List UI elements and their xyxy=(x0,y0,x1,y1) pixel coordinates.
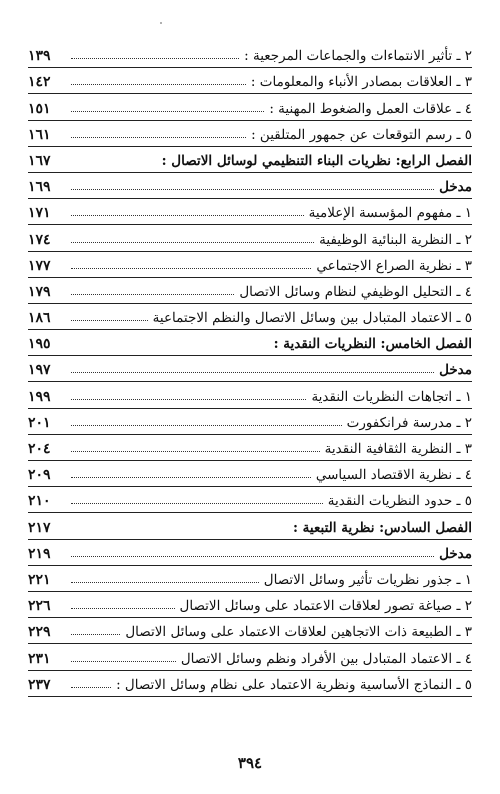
toc-entry-page: ٢٣٧ xyxy=(28,676,51,693)
dot-leader xyxy=(71,189,434,190)
dot-leader xyxy=(71,556,434,557)
dot-leader xyxy=(71,608,175,609)
toc-entry-page: ٢٢٦ xyxy=(28,598,51,615)
toc-entry-title: مدخل xyxy=(439,362,472,379)
toc-entry-title: ٢ ـ النظرية البنائية الوظيفية xyxy=(319,231,472,248)
dot-leader xyxy=(71,634,120,635)
dot-leader xyxy=(71,687,111,688)
toc-entry xyxy=(28,566,472,592)
toc-section-heading xyxy=(28,540,472,566)
toc-entry-title: ٤ ـ نظرية الاقتصاد السياسي xyxy=(315,467,472,484)
toc-entry-page: ١٥١ xyxy=(28,100,51,117)
toc-entry-title: ٥ ـ حدود النظريات النقدية xyxy=(327,493,472,510)
toc-entry-title: الفصل السادس: نظرية التبعية : xyxy=(292,519,472,536)
toc-entry-page: ٢١٩ xyxy=(28,545,51,562)
toc-entry-page: ١٦١ xyxy=(28,126,51,143)
toc-entry-title: ٢ ـ مدرسة فرانكفورت xyxy=(346,414,472,431)
toc-entry xyxy=(28,252,472,278)
dot-leader xyxy=(71,503,323,504)
dot-leader xyxy=(71,58,239,59)
dot-leader xyxy=(71,477,311,478)
toc-entry-title: ١ ـ جذور نظريات تأثير وسائل الاتصال xyxy=(263,571,472,588)
toc-entry-title: ١ ـ اتجاهات النظريات النقدية xyxy=(311,388,472,405)
dot-leader xyxy=(71,215,304,216)
toc-entry-title: ٣ ـ النظرية الثقافية النقدية xyxy=(324,441,472,457)
toc-entry-page: ٢٠١ xyxy=(28,414,51,431)
toc-entry xyxy=(28,644,472,670)
toc-entry xyxy=(28,382,472,408)
toc-entry xyxy=(28,435,472,461)
toc-entry-title: ٢ ـ صياغة تصور لعلاقات الاعتماد على وسائل الاتصال xyxy=(179,598,472,615)
toc-entry xyxy=(28,42,472,68)
toc-entry-page: ١٧١ xyxy=(28,205,51,222)
toc-entry-title: الفصل الخامس: النظريات النقدية : xyxy=(273,336,472,353)
toc-entry-page: ١٨٦ xyxy=(28,310,51,327)
toc-entry-page: ١٤٢ xyxy=(28,74,51,91)
toc-entry xyxy=(28,121,472,147)
toc-entry-title: ٥ ـ الاعتماد المتبادل بين وسائل الاتصال والنظم الاجتماعية xyxy=(152,310,472,327)
toc-entry-title: ٣ ـ نظرية الصراع الاجتماعي xyxy=(316,257,472,274)
toc-entry-title: ٥ ـ النماذج الأساسية ونظرية الاعتماد على نظام وسائل الاتصال : xyxy=(116,676,472,693)
dot-leader xyxy=(71,399,306,400)
toc-entry-page: ١٦٩ xyxy=(28,179,51,196)
toc-entry-title: الفصل الرابع: نظريات البناء التنظيمي لوسائل الاتصال : xyxy=(161,152,472,169)
toc-entry-page: ١٧٤ xyxy=(28,231,51,248)
toc-entry xyxy=(28,618,472,644)
toc-entry-page: ١٩٧ xyxy=(28,362,51,379)
toc-entry xyxy=(28,671,472,697)
toc-chapter-heading xyxy=(28,330,472,356)
toc-entry xyxy=(28,487,472,513)
toc-entry-title: ٢ ـ تأثير الانتماءات والجماعات المرجعية : xyxy=(244,48,472,65)
toc-entry xyxy=(28,225,472,251)
toc-entry xyxy=(28,199,472,225)
toc-entry-title: ٥ ـ رسم التوقعات عن جمهور المتلقين : xyxy=(251,126,472,143)
dot-leader xyxy=(71,451,320,452)
toc-section-heading xyxy=(28,173,472,199)
toc-entry-page: ٢٠٤ xyxy=(28,441,51,457)
page-number: ٣٩٤ xyxy=(237,754,263,772)
toc-entry-page: ٢٣١ xyxy=(28,650,51,667)
dot-leader xyxy=(71,372,434,373)
toc-entry-title: ١ ـ مفهوم المؤسسة الإعلامية xyxy=(308,205,472,222)
toc-entry-title: ٣ ـ الطبيعة ذات الاتجاهين لعلاقات الاعتماد على وسائل الاتصال xyxy=(125,624,472,641)
toc-entry-page: ١٩٩ xyxy=(28,388,51,405)
dot-leader xyxy=(71,242,314,243)
toc-entry-page: ٢١٠ xyxy=(28,493,51,510)
toc-entry-title: ٤ ـ التحليل الوظيفي لنظام وسائل الاتصال xyxy=(239,283,472,300)
toc-entry-title: ٤ ـ علاقات العمل والضغوط المهنية : xyxy=(269,100,472,117)
dot-leader xyxy=(71,661,176,662)
dot-leader xyxy=(71,268,311,269)
toc-entry xyxy=(28,94,472,120)
toc-entry-page: ١٦٧ xyxy=(28,152,51,169)
toc-entry xyxy=(28,278,472,304)
toc-entry-title: ٤ ـ الاعتماد المتبادل بين الأفراد ونظم وسائل الاتصال xyxy=(180,650,472,667)
toc-entry-title: مدخل xyxy=(439,545,472,562)
toc-entry xyxy=(28,461,472,487)
table-of-contents xyxy=(28,42,472,697)
dot-leader xyxy=(71,425,342,426)
toc-entry xyxy=(28,304,472,330)
toc-entry-page: ٢٢١ xyxy=(28,571,51,588)
toc-entry-page: ٢٢٩ xyxy=(28,624,51,641)
dot-leader xyxy=(71,137,246,138)
toc-entry-title: ٣ ـ العلاقات بمصادر الأنباء والمعلومات : xyxy=(250,74,472,91)
toc-section-heading xyxy=(28,356,472,382)
dot-leader xyxy=(71,320,148,321)
toc-entry-page: ١٧٩ xyxy=(28,283,51,300)
toc-chapter-heading xyxy=(28,513,472,539)
dot-leader xyxy=(71,111,264,112)
toc-entry-page: ٢١٧ xyxy=(28,519,51,536)
toc-entry-page: ١٧٧ xyxy=(28,257,51,274)
toc-entry xyxy=(28,592,472,618)
toc-chapter-heading xyxy=(28,147,472,173)
toc-entry-page: ١٣٩ xyxy=(28,48,51,65)
toc-entry-page: ٢٠٩ xyxy=(28,467,51,484)
dot-leader xyxy=(71,294,234,295)
toc-entry-page: ١٩٥ xyxy=(28,336,51,353)
dot-leader xyxy=(71,582,259,583)
print-speck xyxy=(160,22,162,24)
toc-entry-title: مدخل xyxy=(439,179,472,196)
dot-leader xyxy=(71,84,246,85)
toc-entry xyxy=(28,409,472,435)
toc-entry xyxy=(28,68,472,94)
